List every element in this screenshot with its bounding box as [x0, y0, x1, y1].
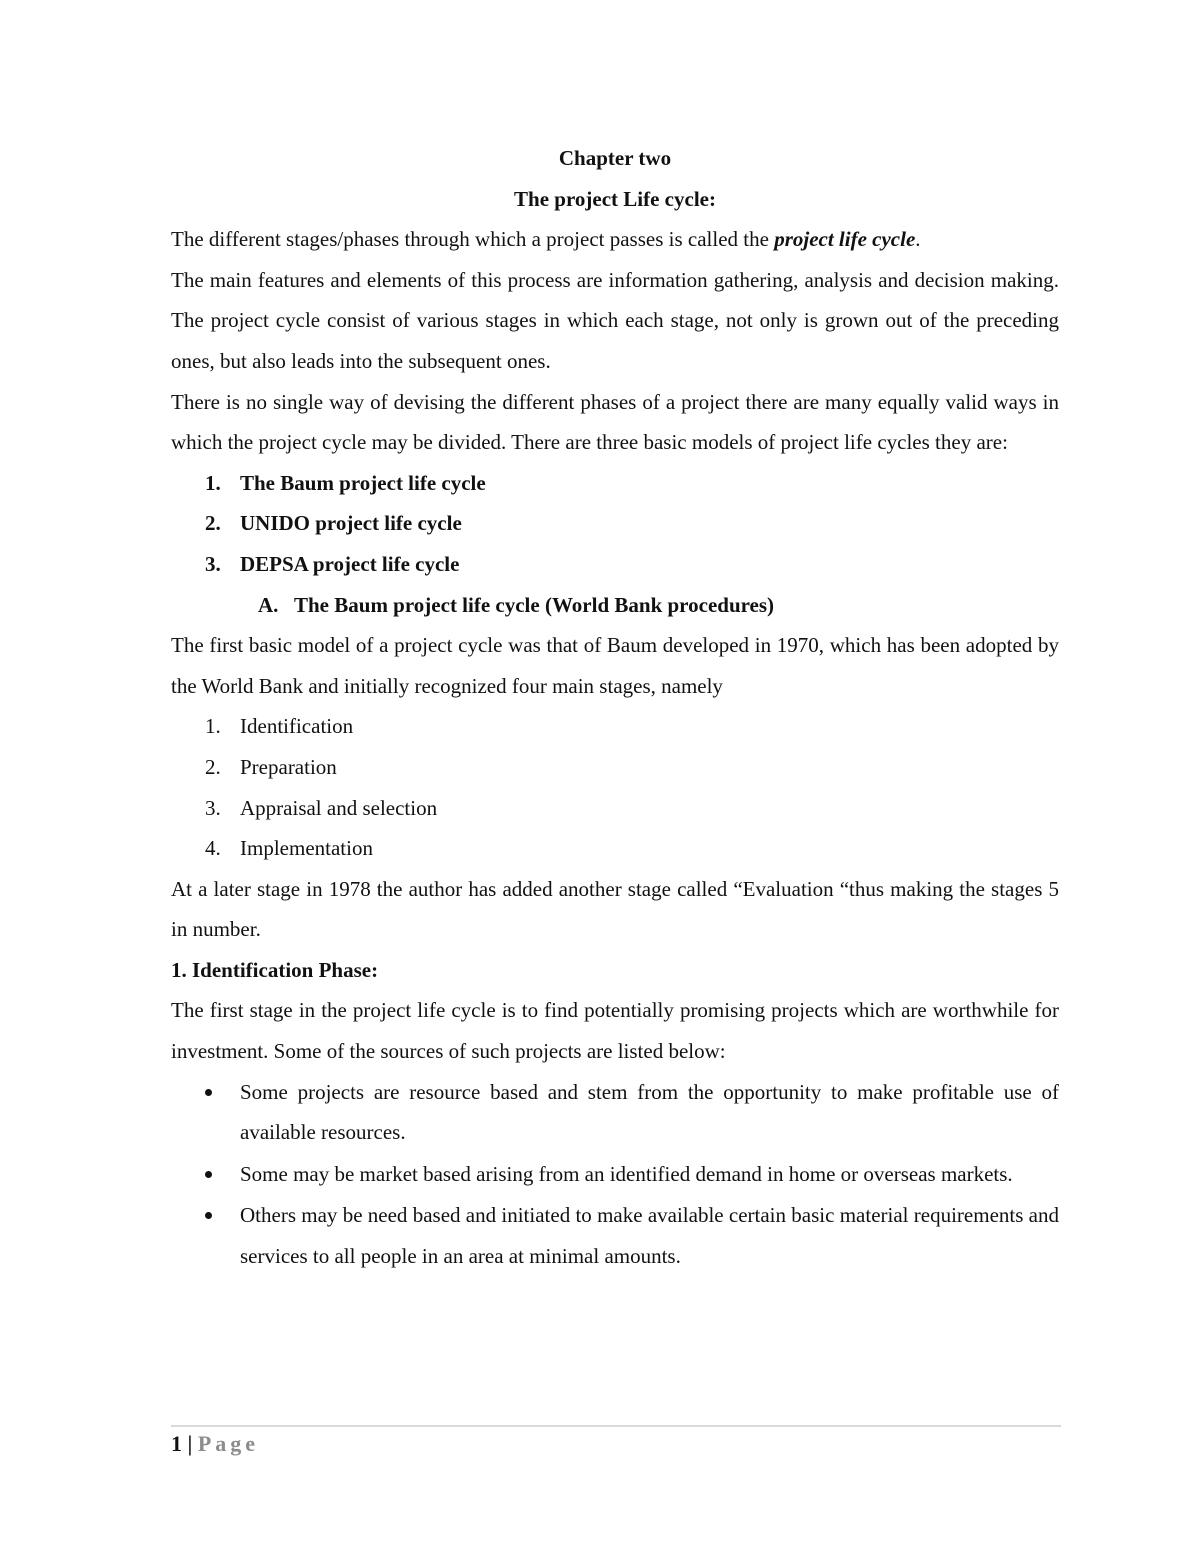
list-item-text: Others may be need based and initiated to make available certain basic material requirements and services to all people in an area at minimal amounts. — [240, 1203, 1059, 1269]
identification-paragraph: The first stage in the project life cycle is to find potentially promising projects which are worthwhile for investment. Some of the sources of such projects are listed below: — [171, 998, 1059, 1064]
identification-heading: 1. Identification Phase: — [171, 957, 379, 982]
list-item-text: Some projects are resource based and stem from the opportunity to make profitable use of available resources. — [240, 1079, 1059, 1145]
stages-list — [171, 706, 1059, 868]
list-item-label: Appraisal and selection — [240, 795, 438, 820]
intro-text: The different stages/phases through which a project passes is called the — [171, 227, 775, 252]
intro-emphasis: project life cycle — [774, 227, 916, 252]
list-item — [171, 463, 1059, 504]
bullet-icon — [205, 1212, 212, 1219]
list-item-label: The Baum project life cycle — [240, 470, 486, 495]
page-number: 1 — [171, 1431, 182, 1456]
footer-divider — [171, 1425, 1061, 1427]
sources-list — [171, 1072, 1059, 1277]
intro-end: . — [915, 227, 921, 252]
list-item — [171, 1154, 1059, 1195]
evaluation-paragraph: At a later stage in 1978 the author has added another stage called “Evaluation “thus making the stages 5 in number. — [171, 876, 1059, 942]
list-item — [171, 1195, 1059, 1276]
list-marker: 2. — [205, 511, 221, 536]
models-list — [171, 463, 1059, 585]
chapter-title: Chapter two — [558, 146, 672, 170]
list-marker: 2. — [205, 754, 221, 779]
subsection-heading — [171, 585, 1059, 626]
list-item-label: Identification — [240, 714, 354, 739]
list-item — [171, 788, 1059, 829]
baum-paragraph: The first basic model of a project cycle was that of Baum developed in 1970, which has been adopted by the World Bank and initially recognized four main stages, namely — [171, 633, 1059, 698]
features-paragraph: The main features and elements of this process are information gathering, analysis and decision making. The project cycle consist of various stages in which each stage, not only is grown out of the preceding ones, but also leads into the subsequent ones. — [171, 267, 1059, 373]
list-marker: 3. — [205, 551, 221, 576]
intro-paragraph — [171, 219, 1059, 260]
list-item-label: Preparation — [240, 754, 337, 779]
section-title: The project Life cycle: — [514, 186, 716, 211]
models-paragraph: There is no single way of devising the different phases of a project there are many equally valid ways in which the project cycle may be divided. There are three basic models of project life cycles they are: — [171, 389, 1059, 455]
list-marker: 1. — [205, 714, 221, 739]
footer-separator: | — [182, 1431, 198, 1456]
list-item — [171, 828, 1059, 869]
list-item-label: UNIDO project life cycle — [240, 511, 462, 536]
subsection-title: The Baum project life cycle (World Bank procedures) — [294, 592, 775, 617]
subsection-marker: A. — [258, 592, 279, 617]
page-label: Page — [197, 1431, 260, 1456]
list-item-text: Some may be market based arising from an identified demand in home or overseas markets. — [240, 1161, 1013, 1186]
list-item — [171, 1072, 1059, 1153]
list-item — [171, 544, 1059, 585]
list-marker: 3. — [205, 795, 221, 820]
page-body — [171, 138, 1059, 1277]
list-marker: 4. — [205, 836, 221, 861]
list-item-label: Implementation — [240, 836, 373, 861]
list-marker: 1. — [205, 470, 221, 495]
bullet-icon — [205, 1171, 212, 1178]
list-item — [171, 747, 1059, 788]
list-item-label: DEPSA project life cycle — [240, 551, 460, 576]
page-footer — [171, 1428, 259, 1460]
bullet-icon — [205, 1089, 212, 1096]
list-item — [171, 503, 1059, 544]
list-item — [171, 706, 1059, 747]
